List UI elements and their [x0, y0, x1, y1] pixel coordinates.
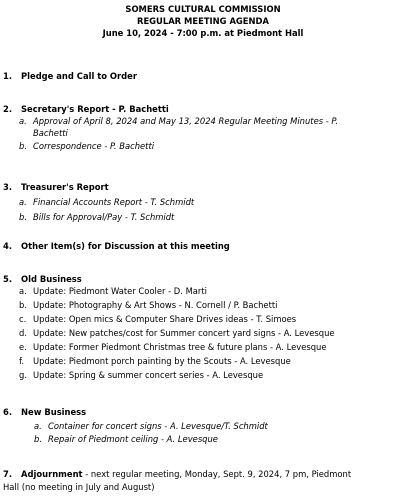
sub-text: Update: Piedmont Water Cooler - D. Marti [33, 286, 207, 296]
agenda-item-3 [0, 181, 406, 223]
sub-letter: f. [19, 356, 25, 366]
sub-item-2a [0, 115, 406, 127]
item-title: Secretary's Report - P. Bachetti [21, 104, 169, 114]
item-number: 3. [3, 182, 13, 192]
agenda-item-1 [0, 70, 406, 82]
item-number: 6. [3, 407, 13, 417]
sub-letter: a. [19, 286, 27, 296]
item-number: 2. [3, 104, 13, 114]
item-title: Pledge and Call to Order [21, 71, 137, 81]
agenda-header [0, 3, 406, 39]
agenda-item-2 [0, 103, 406, 152]
sub-text: Update: Spring & summer concert series - A. Levesque [33, 370, 264, 380]
sub-letter: g. [19, 370, 27, 380]
item-title: Other Item(s) for Discussion at this meeting [21, 241, 230, 251]
sub-item-5d [0, 327, 406, 341]
sub-letter: a. [19, 197, 27, 207]
item-title: Old Business [21, 274, 82, 284]
commission-name: SOMERS CULTURAL COMMISSION [125, 4, 281, 14]
sub-letter: d. [19, 328, 27, 338]
sub-letter: b. [19, 300, 27, 310]
sub-item-5b [0, 299, 406, 313]
item-number: 1. [3, 71, 13, 81]
sub-text: Financial Accounts Report - T. Schmidt [33, 197, 195, 207]
item-title: New Business [21, 407, 87, 417]
sub-text: Update: Photography & Art Shows - N. Cornell / P. Bachetti [33, 300, 278, 310]
sub-item-6b [0, 433, 406, 445]
item-number: 7. [3, 469, 13, 479]
sub-text-continued: Bachetti [33, 128, 68, 138]
item-7-continued: Hall (no meeting in July and August) [3, 482, 155, 492]
item-title [21, 468, 351, 480]
sub-letter: b. [19, 141, 27, 151]
item-number: 4. [3, 241, 13, 251]
sub-letter: b. [34, 434, 42, 444]
item-title: Treasurer's Report [21, 182, 109, 192]
sub-text: Correspondence - P. Bachetti [33, 141, 155, 151]
sub-item-3a [0, 196, 406, 211]
sub-item-6a [0, 420, 406, 433]
agenda-title: REGULAR MEETING AGENDA [137, 16, 269, 26]
sub-item-3b [0, 211, 406, 223]
item-title-detail: - next regular meeting, Monday, Sept. 9, 2024, 7 pm, Piedmont [82, 469, 352, 479]
sub-letter: e. [19, 342, 27, 352]
sub-letter: c. [19, 314, 27, 324]
agenda-item-5 [0, 273, 406, 381]
sub-letter: a. [34, 421, 42, 431]
sub-text: Update: Piedmont porch painting by the Scouts - A. Levesque [33, 356, 291, 366]
sub-letter: b. [19, 212, 27, 222]
sub-item-2a-cont [0, 127, 406, 140]
agenda-item-6 [0, 406, 406, 445]
sub-text: Update: New patches/cost for Summer concert yard signs - A. Levesque [33, 328, 335, 338]
sub-text: Bills for Approval/Pay - T. Schmidt [33, 212, 175, 222]
sub-text: Repair of Piedmont ceiling - A. Levesque [48, 434, 218, 444]
item-number: 5. [3, 274, 13, 284]
sub-letter: a. [19, 116, 27, 126]
sub-item-2b [0, 140, 406, 152]
sub-text: Container for concert signs - A. Levesque/T. Schmidt [48, 421, 268, 431]
sub-item-5c [0, 313, 406, 327]
sub-item-5f [0, 355, 406, 369]
sub-text: Approval of April 8, 2024 and May 13, 2024 Regular Meeting Minutes - P. [33, 116, 338, 126]
sub-item-5e [0, 341, 406, 355]
item-title-bold: Adjournment [21, 469, 83, 479]
agenda-item-7 [0, 468, 406, 493]
sub-item-5a [0, 285, 406, 299]
agenda-item-4 [0, 240, 406, 252]
meeting-date-location: June 10, 2024 - 7:00 p.m. at Piedmont Hall [102, 28, 304, 38]
sub-item-5g [0, 369, 406, 381]
sub-text: Update: Former Piedmont Christmas tree & future plans - A. Levesque [33, 342, 327, 352]
sub-text: Update: Open mics & Computer Share Drives ideas - T. Simoes [33, 314, 297, 324]
